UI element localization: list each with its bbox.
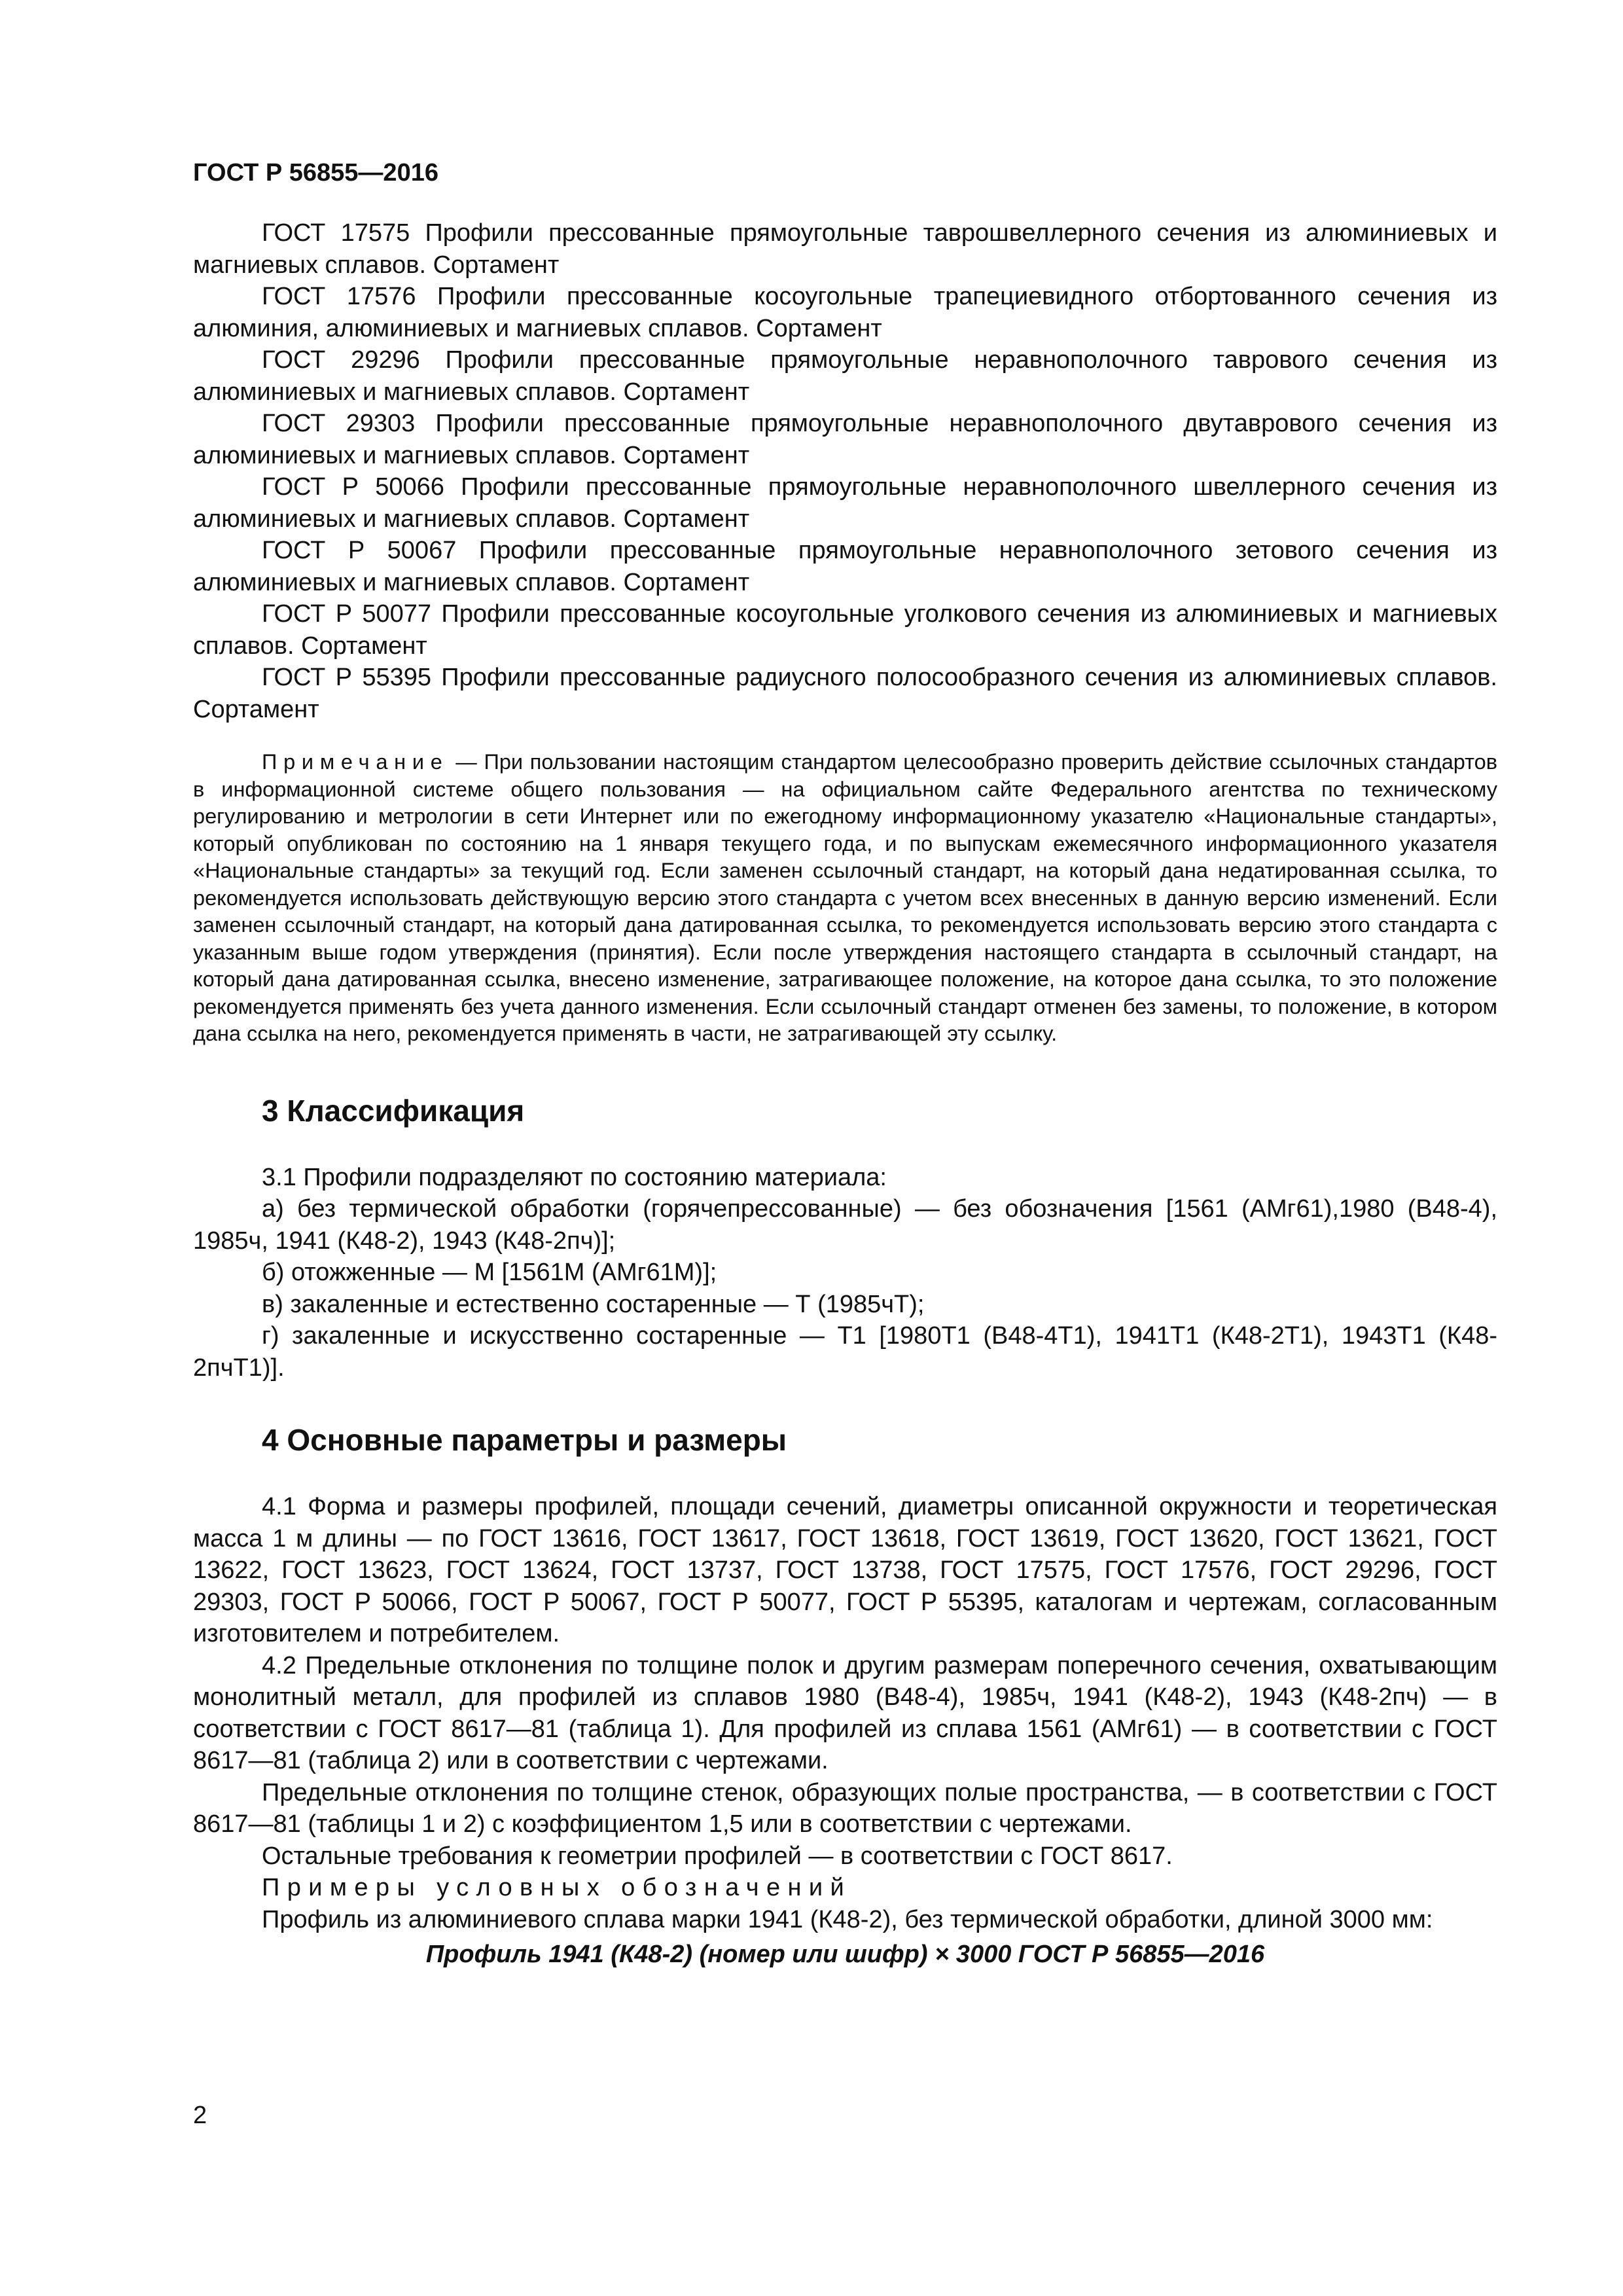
note-text: — При пользовании настоящим стандартом целесообразно проверить действие ссылочных стандартов в информационной системе общего пользования — на официальном сайте Федерального агентства по техническому регулированию и метрологии в сети Интернет или по ежегодному информационному указателю «Национальные стандарты», который опубликован по состоянию на 1 января текущего года, и по выпускам ежемесячного информационного указателя «Национальные стандарты» за текущий год. Если заменен ссылочный стандарт, на который дана недатированная ссылка, то рекомендуется использовать действующую версию этого стандарта с учетом всех внесенных в данную версию изменений. Если заменен ссылочный стандарт, на который дана датированная ссылка, то рекомендуется использовать версию этого стандарта с указанным выше годом утверждения (принятия). Если после утверждения настоящего стандарта в ссылочный стандарт, на который дана датированная ссылка, внесено изменение, затрагивающее положение, на которое дана ссылка, то это положение рекомендуется применять без учета данного изменения. Если ссылочный стандарт отменен без замены, то положение, в котором дана ссылка на него, рекомендуется применять в части, не затрагивающей эту ссылку. xyxy=(193,750,1497,1045)
section-4-paragraph: Остальные требования к геометрии профилей — в соответствии с ГОСТ 8617. xyxy=(262,1842,1173,1870)
examples-heading: Примеры условных обозначений xyxy=(262,1874,852,1901)
section-3-paragraph: г) закаленные и искусственно состаренные — Т1 [1980Т1 (В48-4Т1), 1941Т1 (К48-2Т1), 1943Т1 (К48-2пчТ1)]. xyxy=(193,1322,1497,1382)
reference-item: ГОСТ Р 50077 Профили прессованные косоугольные уголкового сечения из алюминиевых и магниевых сплавов. Сортамент xyxy=(193,600,1497,660)
section-4-paragraph: 4.1 Форма и размеры профилей, площади сечений, диаметры описанной окружности и теоретическая масса 1 м длины — по ГОСТ 13616, ГОСТ 13617, ГОСТ 13618, ГОСТ 13619, ГОСТ 13620, ГОСТ 13621, ГОСТ 13622, ГОСТ 13623, ГОСТ 13624, ГОСТ 13737, ГОСТ 13738, ГОСТ 17575, ГОСТ 17576, ГОСТ 29296, ГОСТ 29303, ГОСТ Р 50066, ГОСТ Р 50067, ГОСТ Р 50077, ГОСТ Р 55395, каталогам и чертежам, согласованным изготовителем и потребителем. xyxy=(193,1493,1497,1647)
example-designation: Профиль 1941 (К48-2) (номер или шифр) × 3000 ГОСТ Р 56855—2016 xyxy=(425,1941,1265,1968)
note-paragraph xyxy=(193,749,1497,1048)
section-3-paragraph: а) без термической обработки (горячепрессованные) — без обозначения [1561 (АМг61),1980 (В48-4), 1985ч, 1941 (К48-2), 1943 (К48-2пч)]; xyxy=(193,1195,1497,1255)
section-4-paragraph: 4.2 Предельные отклонения по толщине полок и другим размерам поперечного сечения, охватывающим монолитный металл, для профилей из сплавов 1980 (В48-4), 1985ч, 1941 (К48-2), 1943 (К48-2пч) — в соответствии с ГОСТ 8617—81 (таблица 1). Для профилей из сплава 1561 (АМг61) — в соответствии с ГОСТ 8617—81 (таблица 2) или в соответствии с чертежами. xyxy=(193,1651,1497,1774)
section-3-paragraph: в) закаленные и естественно состаренные — Т (1985чТ); xyxy=(262,1290,925,1318)
section-3-body xyxy=(193,1162,1497,1384)
section-4-paragraph: Предельные отклонения по толщине стенок, образующих полые пространства, — в соответствии с ГОСТ 8617—81 (таблицы 1 и 2) с коэффициентом 1,5 или в соответствии с чертежами. xyxy=(193,1778,1497,1838)
document-header: ГОСТ Р 56855—2016 xyxy=(193,159,438,187)
section-3-paragraph: б) отожженные — М [1561М (АМг61М)]; xyxy=(262,1259,717,1286)
page-number: 2 xyxy=(193,2102,207,2129)
document-page xyxy=(193,157,1497,1971)
reference-item: ГОСТ Р 50066 Профили прессованные прямоугольные неравнополочного швеллерного сечения из алюминиевых и магниевых сплавов. Сортамент xyxy=(193,473,1497,533)
section-4-title: 4 Основные параметры и размеры xyxy=(262,1423,787,1457)
reference-item: ГОСТ 29303 Профили прессованные прямоугольные неравнополочного двутаврового сечения из алюминиевых и магниевых сплавов. Сортамент xyxy=(193,410,1497,469)
reference-item: ГОСТ 17576 Профили прессованные косоугольные трапециевидного отбортованного сечения из алюминия, алюминиевых и магниевых сплавов. Сортамент xyxy=(193,283,1497,342)
note-label: Примечание xyxy=(262,750,449,774)
example-intro: Профиль из алюминиевого сплава марки 1941 (К48-2), без термической обработки, длиной 3000 мм: xyxy=(262,1905,1433,1933)
reference-item: ГОСТ 17575 Профили прессованные прямоугольные таврошвеллерного сечения из алюминиевых и магниевых сплавов. Сортамент xyxy=(193,219,1497,279)
section-3-title: 3 Классификация xyxy=(262,1093,525,1128)
reference-item: ГОСТ 29296 Профили прессованные прямоугольные неравнополочного таврового сечения из алюминиевых и магниевых сплавов. Сортамент xyxy=(193,346,1497,406)
section-4-body xyxy=(193,1491,1497,1971)
reference-item: ГОСТ Р 55395 Профили прессованные радиусного полосообразного сечения из алюминиевых сплавов. Сортамент xyxy=(193,664,1497,723)
reference-item: ГОСТ Р 50067 Профили прессованные прямоугольные неравнополочного зетового сечения из алюминиевых и магниевых сплавов. Сортамент xyxy=(193,537,1497,596)
section-3-paragraph: 3.1 Профили подразделяют по состоянию материала: xyxy=(262,1163,887,1191)
reference-list xyxy=(193,217,1497,725)
